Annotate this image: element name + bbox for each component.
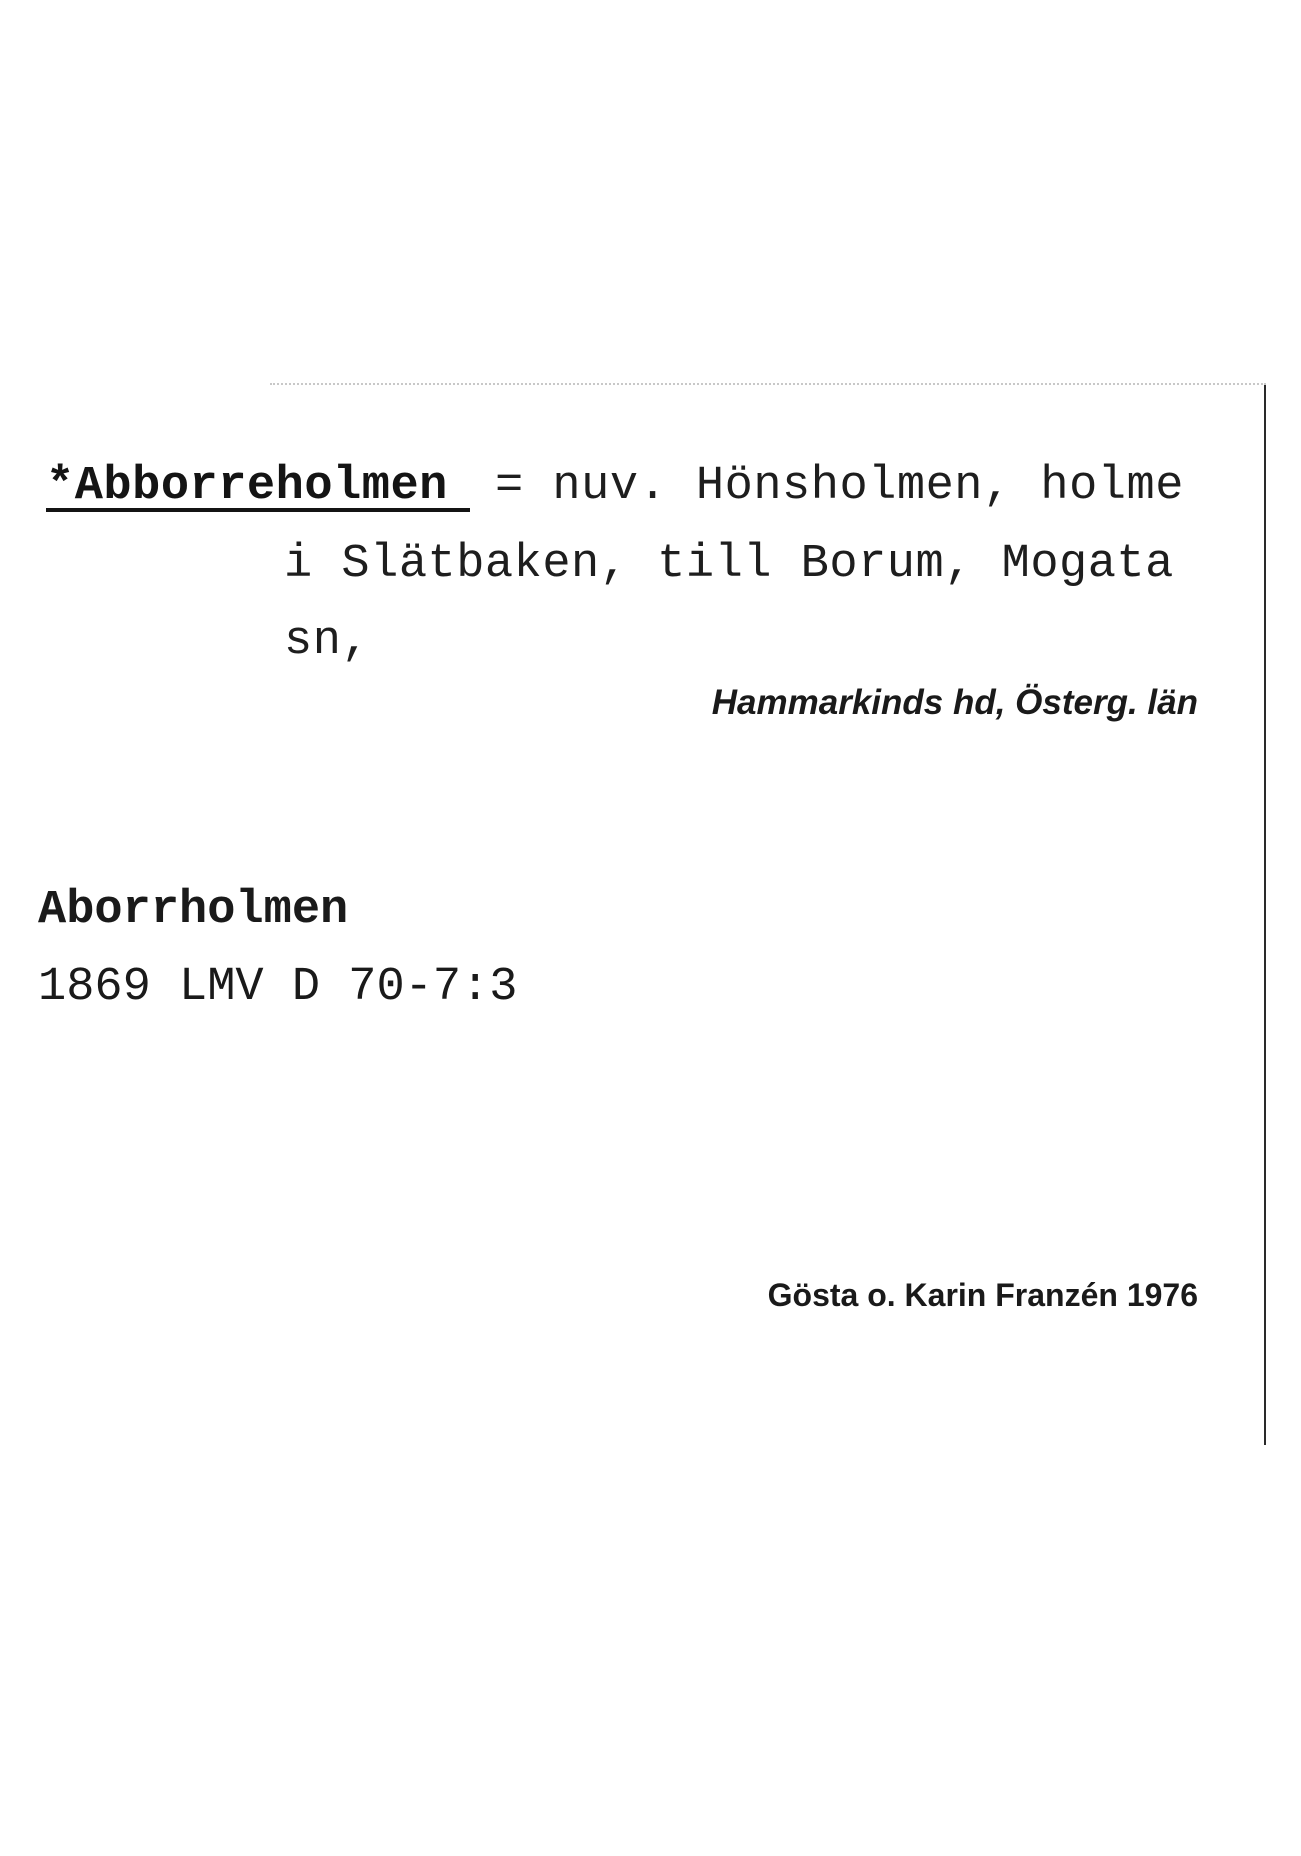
card-top-border [270, 383, 1266, 385]
definition-line-3: sn, [284, 615, 371, 668]
definition-line-1: = nuv. Hönsholmen, holme [495, 460, 1184, 513]
definition-line-2: i Slätbaken, till Borum, Mogata [284, 538, 1174, 591]
collector-stamp: Gösta o. Karin Franzén 1976 [767, 1277, 1198, 1313]
card-right-border [1264, 385, 1266, 1445]
source-reference: 1869 LMV D 70-7:3 [38, 961, 518, 1014]
headword: *Abborreholmen [46, 460, 448, 513]
headword-underline [46, 508, 470, 512]
region-stamp: Hammarkinds hd, Österg. län [711, 683, 1198, 722]
variant-form: Aborrholmen [38, 884, 349, 937]
